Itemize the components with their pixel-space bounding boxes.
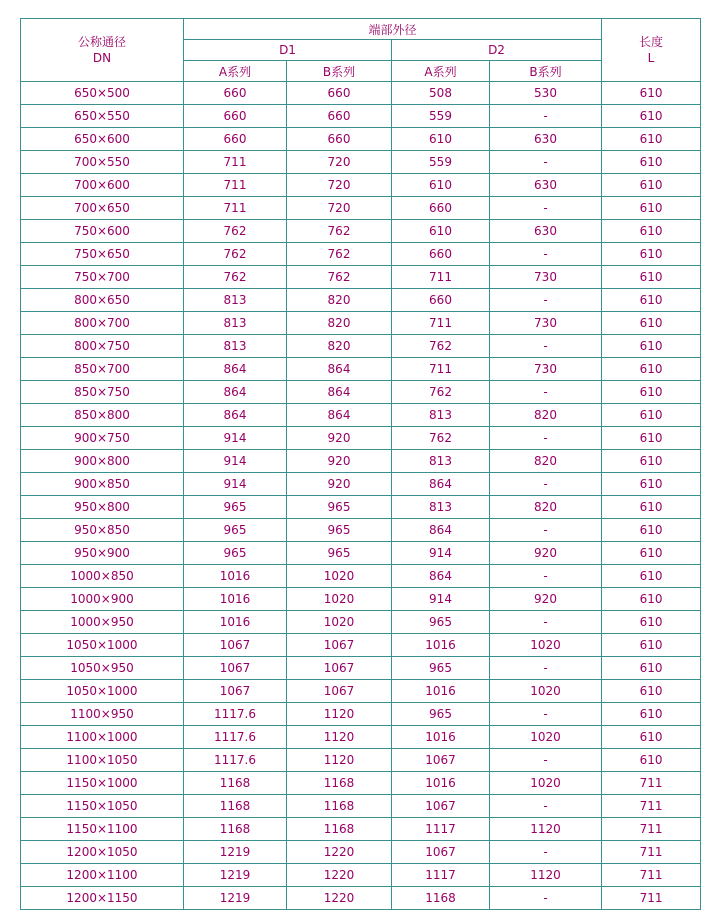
cell-d1-b: 1120 — [287, 726, 392, 749]
cell-d2-a: 813 — [392, 404, 490, 427]
header-d2: D2 — [392, 40, 602, 61]
cell-length: 711 — [602, 772, 701, 795]
cell-dn: 1150×1100 — [21, 818, 184, 841]
cell-d2-b: - — [490, 289, 602, 312]
cell-length: 610 — [602, 565, 701, 588]
cell-d2-a: 864 — [392, 473, 490, 496]
cell-d2-a: 1067 — [392, 795, 490, 818]
cell-d2-a: 660 — [392, 197, 490, 220]
cell-d2-b: - — [490, 335, 602, 358]
cell-d1-b: 920 — [287, 427, 392, 450]
cell-d1-b: 864 — [287, 404, 392, 427]
cell-d1-b: 1220 — [287, 864, 392, 887]
cell-d1-b: 820 — [287, 312, 392, 335]
table-row — [21, 795, 701, 818]
cell-d1-b: 864 — [287, 381, 392, 404]
cell-length: 610 — [602, 358, 701, 381]
cell-d1-a: 864 — [184, 404, 287, 427]
cell-d1-b: 1020 — [287, 611, 392, 634]
cell-length: 610 — [602, 611, 701, 634]
cell-d1-a: 660 — [184, 128, 287, 151]
cell-d2-b: - — [490, 611, 602, 634]
table-row — [21, 151, 701, 174]
cell-dn: 1100×950 — [21, 703, 184, 726]
cell-d1-a: 1067 — [184, 657, 287, 680]
table-row — [21, 404, 701, 427]
cell-d2-a: 914 — [392, 588, 490, 611]
cell-d2-b: 1020 — [490, 680, 602, 703]
table-row — [21, 519, 701, 542]
table-row — [21, 772, 701, 795]
cell-d1-b: 1067 — [287, 634, 392, 657]
cell-d1-a: 1219 — [184, 887, 287, 910]
cell-d1-b: 1020 — [287, 588, 392, 611]
table-row — [21, 289, 701, 312]
cell-d2-b: 730 — [490, 266, 602, 289]
cell-d2-b: 820 — [490, 496, 602, 519]
cell-dn: 800×700 — [21, 312, 184, 335]
cell-d2-b: 820 — [490, 404, 602, 427]
cell-length: 610 — [602, 381, 701, 404]
cell-dn: 1000×900 — [21, 588, 184, 611]
cell-dn: 1000×850 — [21, 565, 184, 588]
cell-d1-a: 660 — [184, 82, 287, 105]
cell-length: 610 — [602, 197, 701, 220]
table-row — [21, 841, 701, 864]
cell-length: 610 — [602, 243, 701, 266]
cell-dn: 1050×950 — [21, 657, 184, 680]
table-row — [21, 634, 701, 657]
cell-length: 711 — [602, 864, 701, 887]
header-length — [602, 19, 701, 82]
cell-dn: 650×550 — [21, 105, 184, 128]
cell-d1-a: 864 — [184, 381, 287, 404]
cell-dn: 1150×1000 — [21, 772, 184, 795]
table-row — [21, 266, 701, 289]
header-d1: D1 — [184, 40, 392, 61]
cell-d1-a: 965 — [184, 519, 287, 542]
cell-d2-b: - — [490, 887, 602, 910]
table-row — [21, 887, 701, 910]
table-row — [21, 312, 701, 335]
header-length-symbol: L — [647, 51, 655, 65]
cell-d1-b: 762 — [287, 220, 392, 243]
cell-d1-b: 660 — [287, 128, 392, 151]
table-row — [21, 611, 701, 634]
cell-d1-b: 965 — [287, 519, 392, 542]
cell-d2-b: - — [490, 243, 602, 266]
cell-length: 711 — [602, 795, 701, 818]
cell-dn: 800×650 — [21, 289, 184, 312]
cell-d1-a: 1117.6 — [184, 726, 287, 749]
cell-dn: 1100×1000 — [21, 726, 184, 749]
cell-d1-b: 920 — [287, 450, 392, 473]
header-end-outer-diameter: 端部外径 — [184, 19, 602, 40]
cell-length: 610 — [602, 588, 701, 611]
table-row — [21, 657, 701, 680]
table-row — [21, 749, 701, 772]
cell-d2-a: 813 — [392, 450, 490, 473]
table-row — [21, 473, 701, 496]
table-row — [21, 542, 701, 565]
cell-d2-a: 711 — [392, 266, 490, 289]
cell-d1-a: 1067 — [184, 634, 287, 657]
cell-length: 711 — [602, 841, 701, 864]
table-row — [21, 726, 701, 749]
cell-length: 610 — [602, 726, 701, 749]
cell-d2-a: 559 — [392, 105, 490, 128]
cell-length: 610 — [602, 312, 701, 335]
cell-d1-b: 920 — [287, 473, 392, 496]
table-row — [21, 496, 701, 519]
cell-d1-a: 762 — [184, 220, 287, 243]
cell-d2-a: 711 — [392, 312, 490, 335]
cell-d2-a: 762 — [392, 335, 490, 358]
cell-d1-b: 1168 — [287, 818, 392, 841]
cell-d1-a: 1117.6 — [184, 703, 287, 726]
cell-d1-a: 965 — [184, 496, 287, 519]
table-row — [21, 197, 701, 220]
cell-d2-a: 864 — [392, 565, 490, 588]
cell-length: 610 — [602, 519, 701, 542]
table-body — [21, 82, 701, 910]
cell-d2-a: 1117 — [392, 818, 490, 841]
cell-d1-a: 711 — [184, 174, 287, 197]
cell-dn: 1150×1050 — [21, 795, 184, 818]
cell-d2-a: 813 — [392, 496, 490, 519]
table-row — [21, 680, 701, 703]
cell-d2-b: - — [490, 657, 602, 680]
cell-d1-b: 1220 — [287, 887, 392, 910]
cell-d1-b: 762 — [287, 243, 392, 266]
table-row — [21, 358, 701, 381]
cell-d2-b: 730 — [490, 358, 602, 381]
cell-length: 610 — [602, 151, 701, 174]
cell-d2-a: 965 — [392, 703, 490, 726]
cell-d2-a: 610 — [392, 174, 490, 197]
cell-d1-b: 660 — [287, 105, 392, 128]
cell-d2-a: 508 — [392, 82, 490, 105]
cell-d2-a: 1016 — [392, 634, 490, 657]
cell-d1-a: 1016 — [184, 565, 287, 588]
cell-d1-a: 914 — [184, 473, 287, 496]
cell-d1-a: 1219 — [184, 841, 287, 864]
cell-d2-b: 630 — [490, 174, 602, 197]
header-dn-label: 公称通径 — [77, 35, 126, 49]
cell-d1-b: 1220 — [287, 841, 392, 864]
cell-dn: 850×800 — [21, 404, 184, 427]
cell-length: 610 — [602, 749, 701, 772]
cell-d1-b: 965 — [287, 496, 392, 519]
cell-d2-a: 660 — [392, 289, 490, 312]
cell-d1-a: 813 — [184, 312, 287, 335]
cell-d2-a: 559 — [392, 151, 490, 174]
cell-length: 610 — [602, 266, 701, 289]
cell-d2-b: 730 — [490, 312, 602, 335]
header-d1-a-series: A系列 — [184, 61, 287, 82]
cell-length: 610 — [602, 289, 701, 312]
cell-length: 610 — [602, 174, 701, 197]
cell-length: 610 — [602, 220, 701, 243]
cell-dn: 700×600 — [21, 174, 184, 197]
cell-d1-b: 1120 — [287, 749, 392, 772]
cell-d1-b: 720 — [287, 174, 392, 197]
cell-d1-a: 762 — [184, 266, 287, 289]
cell-d1-a: 1168 — [184, 795, 287, 818]
cell-d2-b: 820 — [490, 450, 602, 473]
cell-d1-b: 762 — [287, 266, 392, 289]
table-row — [21, 381, 701, 404]
cell-d2-b: 920 — [490, 542, 602, 565]
cell-d2-b: - — [490, 749, 602, 772]
header-length-label: 长度 — [639, 35, 664, 49]
table-row — [21, 427, 701, 450]
table-row — [21, 82, 701, 105]
cell-d2-b: - — [490, 841, 602, 864]
cell-dn: 1200×1050 — [21, 841, 184, 864]
table-row — [21, 220, 701, 243]
cell-d2-a: 965 — [392, 611, 490, 634]
cell-d1-a: 1117.6 — [184, 749, 287, 772]
cell-d2-a: 1016 — [392, 726, 490, 749]
cell-d2-b: 1020 — [490, 634, 602, 657]
cell-d1-a: 711 — [184, 197, 287, 220]
spec-table-container — [20, 18, 701, 910]
cell-d1-b: 1120 — [287, 703, 392, 726]
cell-dn: 700×650 — [21, 197, 184, 220]
cell-d1-a: 813 — [184, 289, 287, 312]
cell-d2-a: 711 — [392, 358, 490, 381]
table-header — [21, 19, 701, 82]
cell-d1-b: 820 — [287, 289, 392, 312]
cell-dn: 900×850 — [21, 473, 184, 496]
cell-length: 610 — [602, 542, 701, 565]
cell-d2-a: 965 — [392, 657, 490, 680]
cell-d2-a: 610 — [392, 128, 490, 151]
cell-d2-a: 1168 — [392, 887, 490, 910]
cell-d2-b: - — [490, 427, 602, 450]
table-row — [21, 450, 701, 473]
cell-d1-a: 1067 — [184, 680, 287, 703]
cell-dn: 950×850 — [21, 519, 184, 542]
table-row — [21, 818, 701, 841]
header-d2-b-series: B系列 — [490, 61, 602, 82]
cell-d2-a: 1016 — [392, 680, 490, 703]
cell-d2-a: 762 — [392, 381, 490, 404]
cell-length: 610 — [602, 82, 701, 105]
cell-dn: 900×750 — [21, 427, 184, 450]
cell-dn: 1200×1100 — [21, 864, 184, 887]
cell-d1-a: 1219 — [184, 864, 287, 887]
cell-d2-b: 1120 — [490, 864, 602, 887]
cell-d1-b: 820 — [287, 335, 392, 358]
cell-dn: 1100×1050 — [21, 749, 184, 772]
cell-d1-a: 1168 — [184, 818, 287, 841]
dimension-table — [20, 18, 701, 910]
cell-d2-b: 630 — [490, 220, 602, 243]
cell-d1-b: 720 — [287, 151, 392, 174]
cell-d2-a: 1067 — [392, 749, 490, 772]
cell-dn: 750×700 — [21, 266, 184, 289]
cell-length: 610 — [602, 450, 701, 473]
cell-dn: 750×650 — [21, 243, 184, 266]
header-d1-b-series: B系列 — [287, 61, 392, 82]
cell-d2-b: 1020 — [490, 772, 602, 795]
cell-d1-b: 720 — [287, 197, 392, 220]
cell-d2-b: - — [490, 151, 602, 174]
cell-dn: 800×750 — [21, 335, 184, 358]
cell-d2-a: 1067 — [392, 841, 490, 864]
cell-dn: 650×500 — [21, 82, 184, 105]
cell-length: 610 — [602, 404, 701, 427]
cell-d1-a: 711 — [184, 151, 287, 174]
cell-length: 610 — [602, 335, 701, 358]
cell-length: 610 — [602, 657, 701, 680]
cell-dn: 1200×1150 — [21, 887, 184, 910]
cell-length: 610 — [602, 634, 701, 657]
cell-dn: 850×750 — [21, 381, 184, 404]
cell-d2-a: 660 — [392, 243, 490, 266]
cell-d1-b: 660 — [287, 82, 392, 105]
cell-d2-b: - — [490, 565, 602, 588]
table-row — [21, 335, 701, 358]
table-row — [21, 243, 701, 266]
cell-length: 610 — [602, 496, 701, 519]
cell-dn: 650×600 — [21, 128, 184, 151]
cell-dn: 1050×1000 — [21, 680, 184, 703]
table-row — [21, 588, 701, 611]
cell-dn: 750×600 — [21, 220, 184, 243]
cell-d2-b: 920 — [490, 588, 602, 611]
header-nominal-diameter — [21, 19, 184, 82]
cell-d2-b: - — [490, 703, 602, 726]
cell-dn: 1000×950 — [21, 611, 184, 634]
cell-length: 610 — [602, 473, 701, 496]
cell-d1-b: 1168 — [287, 772, 392, 795]
cell-length: 610 — [602, 105, 701, 128]
table-row — [21, 128, 701, 151]
cell-d2-b: 530 — [490, 82, 602, 105]
cell-d2-a: 1016 — [392, 772, 490, 795]
cell-d2-b: 630 — [490, 128, 602, 151]
cell-d1-a: 914 — [184, 450, 287, 473]
cell-d1-a: 864 — [184, 358, 287, 381]
cell-dn: 900×800 — [21, 450, 184, 473]
cell-d1-a: 965 — [184, 542, 287, 565]
cell-d1-a: 660 — [184, 105, 287, 128]
table-row — [21, 864, 701, 887]
cell-dn: 1050×1000 — [21, 634, 184, 657]
cell-d2-b: - — [490, 473, 602, 496]
cell-d1-b: 1168 — [287, 795, 392, 818]
cell-d1-b: 1067 — [287, 657, 392, 680]
cell-dn: 950×800 — [21, 496, 184, 519]
table-row — [21, 703, 701, 726]
cell-d1-b: 1067 — [287, 680, 392, 703]
cell-d2-b: 1020 — [490, 726, 602, 749]
cell-d1-a: 1016 — [184, 611, 287, 634]
cell-length: 711 — [602, 887, 701, 910]
cell-d1-b: 1020 — [287, 565, 392, 588]
cell-d2-b: - — [490, 381, 602, 404]
cell-d1-a: 914 — [184, 427, 287, 450]
cell-d1-b: 864 — [287, 358, 392, 381]
cell-length: 610 — [602, 427, 701, 450]
cell-length: 610 — [602, 128, 701, 151]
header-dn-symbol: DN — [92, 51, 112, 65]
cell-d2-a: 610 — [392, 220, 490, 243]
cell-d1-a: 762 — [184, 243, 287, 266]
cell-d2-a: 914 — [392, 542, 490, 565]
cell-dn: 950×900 — [21, 542, 184, 565]
cell-d2-a: 762 — [392, 427, 490, 450]
cell-d1-a: 1168 — [184, 772, 287, 795]
cell-d2-b: - — [490, 519, 602, 542]
cell-d1-a: 813 — [184, 335, 287, 358]
cell-d2-a: 1117 — [392, 864, 490, 887]
header-d2-a-series: A系列 — [392, 61, 490, 82]
cell-dn: 850×700 — [21, 358, 184, 381]
cell-d2-b: 1120 — [490, 818, 602, 841]
table-row — [21, 174, 701, 197]
cell-length: 610 — [602, 703, 701, 726]
cell-d2-b: - — [490, 197, 602, 220]
cell-length: 610 — [602, 680, 701, 703]
cell-length: 711 — [602, 818, 701, 841]
cell-d1-a: 1016 — [184, 588, 287, 611]
cell-d2-a: 864 — [392, 519, 490, 542]
cell-dn: 700×550 — [21, 151, 184, 174]
cell-d2-b: - — [490, 795, 602, 818]
table-row — [21, 565, 701, 588]
table-row — [21, 105, 701, 128]
cell-d2-b: - — [490, 105, 602, 128]
cell-d1-b: 965 — [287, 542, 392, 565]
